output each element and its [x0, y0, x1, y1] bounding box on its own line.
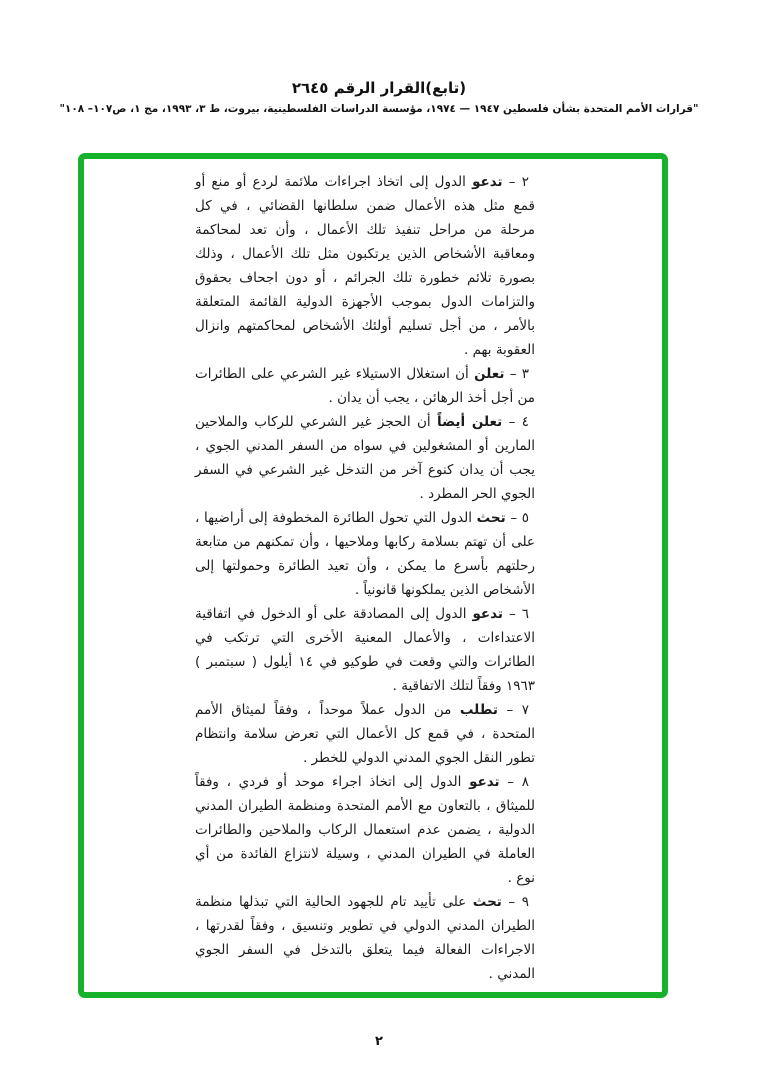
paragraph-body: الدول التي تحول الطائرة المخطوفة إلى أراضيها ، على أن تهتم بسلامة ركابها وملاحيها ، وأن تمكنهم من متابعة رحلتهم بأسرع ما يمكن ، وأن تعيد الطائرة وحمولتها إلى الأشخاص الذين يملكونها قانونياً .: [195, 510, 535, 598]
paragraph-number: ٩: [521, 894, 529, 910]
paragraph-body: من الدول عملاً موحداً ، وفقاً لميثاق الأمم المتحدة ، في قمع كل الأعمال التي تعرض سلامة وانتظام تطور النقل الجوي المدني الدولي للخطر .: [195, 702, 535, 766]
paragraph-number: ٥: [521, 510, 530, 526]
paragraph-separator: –: [497, 702, 522, 718]
source-citation: "قرارات الأمم المتحدة بشأن فلسطين ١٩٤٧ — ١٩٧٤، مؤسسة الدراسات الفلسطينية، بيروت، ط ٣، ١٩٩٣، مج ١، ص١٠٧– ١٠٨": [59, 103, 699, 115]
paragraph-body: الدول إلى المصادقة على أو الدخول في اتفاقية الاعتداءات ، والأعمال المعنية الأخرى التي ترتكب في الطائرات والتي وقعت في طوكيو في ١٤ أيلول ( سبتمبر ) ١٩٦٣ وفقاً لتلك الاتفاقية .: [195, 606, 535, 694]
resolution-title: (تابع)القرار الرقم ٢٦٤٥: [291, 79, 467, 97]
paragraph: [195, 362, 535, 410]
paragraph: [195, 770, 535, 890]
paragraph-body: أن استغلال الاستيلاء غير الشرعي على الطائرات من أجل أخذ الرهائن ، يجب أن يدان .: [195, 366, 535, 406]
paragraph: [195, 890, 535, 986]
paragraph-number: ٤: [521, 414, 529, 430]
paragraph-separator: –: [505, 510, 522, 526]
paragraph-lead-word: تدعو: [469, 774, 500, 790]
paragraph-separator: –: [503, 606, 522, 622]
paragraph-number: ٢: [521, 174, 529, 190]
paragraph-lead-word: تعلن أيضاً: [437, 414, 503, 430]
paragraph-number: ٦: [521, 606, 529, 622]
paragraph-lead-word: تدعو: [472, 174, 503, 190]
paragraph-number: ٣: [521, 366, 529, 382]
page-number: ٢: [375, 1034, 383, 1049]
paragraph-separator: –: [504, 366, 522, 382]
paragraph-separator: –: [502, 174, 522, 190]
paragraph: [195, 602, 535, 698]
paragraph-separator: –: [499, 774, 522, 790]
paragraph-separator: –: [501, 894, 522, 910]
paragraph-number: ٧: [521, 702, 529, 718]
paragraph-lead-word: تحث: [476, 510, 506, 526]
paragraph-body: أن الحجز غير الشرعي للركاب والملاحين المارين أو المشغولين في سواه من السفر المدني الجوي ، يجب أن يدان كنوع آخر من التدخل غير الشرعي في السفر الجوي الحر المطرد .: [195, 414, 535, 502]
paragraph-lead-word: تحث: [472, 894, 502, 910]
paragraph: [195, 170, 535, 362]
paragraph-body: على تأييد تام للجهود الحالية التي تبذلها منظمة الطيران المدني الدولي في تطوير وتنسيق ، وفقاً لقدرتها ، الاجراءات الفعالة فيما يتعلق بالتدخل في السفر الجوي المدني .: [195, 894, 535, 982]
paragraph: [195, 410, 535, 506]
highlight-box: [78, 153, 668, 998]
resolution-text: [195, 170, 535, 986]
paragraph: [195, 506, 535, 602]
paragraph-lead-word: تطلب: [459, 702, 498, 718]
paragraph-separator: –: [502, 414, 522, 430]
paragraph: [195, 698, 535, 770]
paragraph-body: الدول إلى اتخاذ اجراءات ملائمة لردع أو منع أو قمع مثل هذه الأعمال ضمن سلطانها القضائي ، في كل مرحلة من مراحل تنفيذ تلك الأعمال ، وأن تعد لمحاكمة ومعاقبة الأشخاص الذين يرتكبون مثل تلك الأعمال ، وذلك بصورة تلائم خطورة تلك الجرائم ، أو دون اجحاف بحقوق والتزامات الدول بموجب الأجهزة الدولية القائمة المتعلقة بالأمر ، من أجل تسليم أولئك الأشخاص لمحاكمتهم وانزال العقوبة بهم .: [195, 174, 535, 358]
paragraph-lead-word: تدعو: [472, 606, 504, 622]
paragraph-number: ٨: [521, 774, 529, 790]
paragraph-lead-word: تعلن: [474, 366, 505, 382]
paragraph-body: الدول إلى اتخاذ اجراء موحد أو فردي ، وفقاً للميثاق ، بالتعاون مع الأمم المتحدة ومنظمة الطيران المدني الدولية ، يضمن عدم استعمال الركاب والملاحين والطائرات العاملة في الطيران المدني ، وسيلة لانتزاع الفائدة من أي نوع .: [195, 774, 535, 886]
